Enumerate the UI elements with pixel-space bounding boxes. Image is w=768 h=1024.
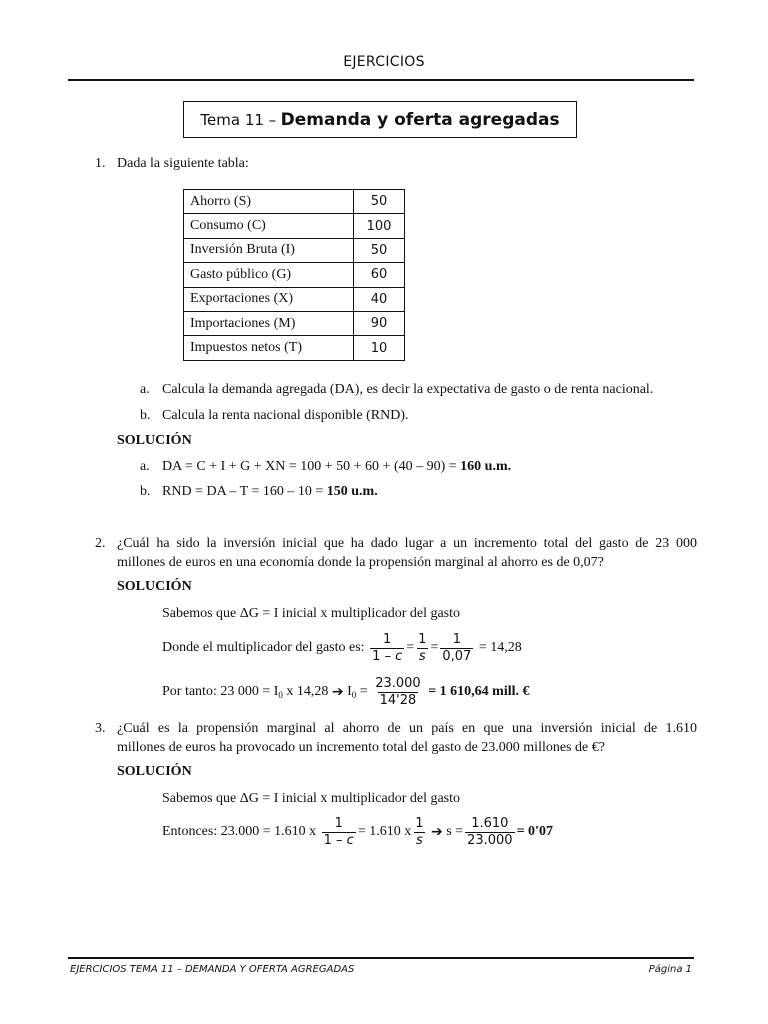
table-cell-value: 40 (354, 287, 405, 311)
fraction-numerator: 1 (334, 815, 343, 831)
fraction (322, 816, 356, 849)
fraction-numerator: 1 (452, 631, 461, 647)
equals-sign: = (430, 640, 439, 655)
question-text: Dada la siguiente tabla: (117, 156, 249, 171)
fraction (416, 632, 428, 665)
page-header-title: EJERCICIOS (343, 54, 425, 70)
formula-text: = 1.610 x (357, 824, 412, 839)
solution-result: 160 u.m. (460, 459, 512, 474)
table-cell-value: 50 (354, 238, 405, 262)
table-row (184, 190, 405, 214)
table-cell-value: 50 (354, 190, 405, 214)
page-number: Página 1 (648, 964, 692, 975)
table-cell-label: Gasto público (G) (184, 263, 354, 287)
sub-question-label: b. (140, 408, 151, 423)
equals-sign: = (406, 640, 415, 655)
table-cell-label: Consumo (C) (184, 214, 354, 238)
fraction (440, 632, 473, 665)
formula-prefix: Por tanto: 23 000 = I (162, 684, 279, 699)
solution-text: DA = C + I + G + XN = 100 + 50 + 60 + (40 – 90) = (162, 459, 461, 474)
solution-heading: SOLUCIÓN (117, 433, 192, 448)
fraction (465, 816, 515, 849)
fraction-denominator: s (415, 832, 423, 848)
arrow-icon: ➔ (431, 824, 443, 840)
table-row (184, 287, 405, 311)
table-cell-label: Exportaciones (X) (184, 287, 354, 311)
solution-statement: Sabemos que ΔG = I inicial x multiplicador del gasto (162, 606, 461, 621)
question-text-line2: millones de euros en una economía donde la propensión marginal al ahorro es de 0,07? (117, 555, 604, 570)
fraction-denominator: 14'28 (379, 692, 417, 708)
formula-text: = (356, 684, 368, 699)
formula-result: = 0'07 (516, 824, 553, 839)
fraction (373, 676, 423, 709)
question-number: 1. (95, 156, 106, 171)
question-text-line1: ¿Cuál ha sido la inversión inicial que ha dado lugar a un incremento total del gasto de 23 000 (117, 536, 697, 551)
solution-label: a. (140, 459, 150, 474)
topic-prefix: Tema 11 – (200, 110, 277, 129)
table-row (184, 238, 405, 262)
formula-prefix: Entonces: 23.000 = 1.610 x (162, 824, 317, 839)
solution-result: 150 u.m. (326, 484, 378, 499)
formula-prefix: Donde el multiplicador del gasto es: (162, 640, 365, 655)
header-rule (68, 79, 694, 81)
table-cell-label: Inversión Bruta (I) (184, 238, 354, 262)
fraction-numerator: 1 (418, 631, 427, 647)
topic-title: Demanda y oferta agregadas (280, 109, 560, 130)
investment-formula (162, 674, 530, 710)
fraction-denominator: 23.000 (467, 832, 513, 848)
table-cell-label: Ahorro (S) (184, 190, 354, 214)
table-row (184, 336, 405, 360)
footer-rule (68, 957, 694, 959)
table-cell-value: 60 (354, 263, 405, 287)
fraction-denominator: 1 – c (372, 648, 403, 664)
subscript: 0 (278, 690, 283, 700)
table-row (184, 214, 405, 238)
solution-statement: Sabemos que ΔG = I inicial x multiplicador del gasto (162, 791, 461, 806)
formula-result: = 14,28 (478, 640, 522, 655)
table-row (184, 311, 405, 335)
multiplier-formula (162, 630, 522, 666)
solution-line-b (162, 484, 378, 500)
solution-label: b. (140, 484, 151, 499)
solution-text: RND = DA – T = 160 – 10 = (162, 484, 327, 499)
subscript: 0 (351, 690, 357, 700)
table-cell-value: 90 (354, 311, 405, 335)
table-cell-label: Importaciones (M) (184, 311, 354, 335)
table-cell-label: Impuestos netos (T) (184, 336, 354, 360)
sub-question-text: Calcula la renta nacional disponible (RND). (162, 408, 409, 423)
sub-question-label: a. (140, 382, 150, 397)
formula-result: = 1 610,64 mill. € (428, 684, 530, 699)
fraction (413, 816, 425, 849)
sub-question-text: Calcula la demanda agregada (DA), es decir la expectativa de gasto o de renta nacional. (162, 382, 654, 397)
propensity-formula (162, 814, 553, 850)
formula-text: x 14,28 (282, 684, 332, 699)
table-row (184, 263, 405, 287)
question-text-line2: millones de euros ha provocado un incremento total del gasto de 23.000 millones de €? (117, 740, 605, 755)
arrow-icon: ➔ (331, 684, 344, 700)
data-table (183, 189, 405, 361)
solution-heading: SOLUCIÓN (117, 579, 192, 594)
topic-title-box (183, 101, 577, 138)
solution-line-a (162, 459, 511, 475)
solution-heading: SOLUCIÓN (117, 764, 192, 779)
formula-text: s = (446, 824, 464, 839)
question-text-line1: ¿Cuál es la propensión marginal al ahorro de un país en que una inversión inicial de 1.610 (117, 721, 697, 736)
question-number: 2. (95, 536, 106, 551)
question-number: 3. (95, 721, 106, 736)
table-cell-value: 100 (354, 214, 405, 238)
fraction-numerator: 23.000 (375, 675, 421, 691)
fraction-numerator: 1.610 (471, 815, 509, 831)
fraction-numerator: 1 (415, 815, 424, 831)
fraction-denominator: 0,07 (442, 648, 472, 664)
formula-text: I (343, 684, 352, 699)
table-cell-value: 10 (354, 336, 405, 360)
fraction (370, 632, 404, 665)
fraction-denominator: 1 – c (323, 832, 354, 848)
footer-left: EJERCICIOS TEMA 11 – DEMANDA Y OFERTA AGREGADAS (70, 964, 355, 975)
fraction-denominator: s (418, 648, 426, 664)
fraction-numerator: 1 (383, 631, 392, 647)
